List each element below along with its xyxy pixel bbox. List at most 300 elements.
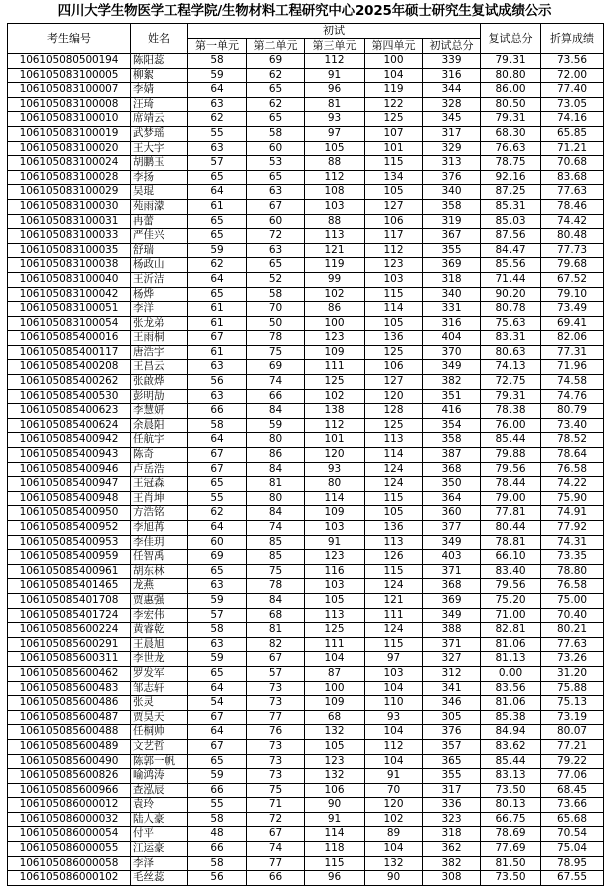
candidate-name: 邹志轩: [131, 681, 188, 696]
candidate-id: 106105083100019: [8, 126, 131, 141]
prelim-total: 349: [423, 360, 481, 375]
candidate-id: 106105083100040: [8, 272, 131, 287]
candidate-name: 武梦瑶: [131, 126, 188, 141]
retest-total: 79.31: [481, 112, 541, 127]
candidate-name: 陈郭一帆: [131, 754, 188, 769]
unit-4-score: 107: [365, 126, 423, 141]
unit-2-score: 63: [247, 243, 305, 258]
final-score: 73.40: [541, 418, 604, 433]
candidate-id: 106105085400208: [8, 360, 131, 375]
retest-total: 83.62: [481, 739, 541, 754]
retest-total: 78.44: [481, 477, 541, 492]
unit-1-score: 65: [188, 287, 247, 302]
prelim-total: 316: [423, 68, 481, 83]
unit-4-score: 126: [365, 550, 423, 565]
candidate-name: 毛丝蕊: [131, 871, 188, 886]
unit-4-score: 124: [365, 477, 423, 492]
unit-3-score: 111: [305, 637, 365, 652]
final-score: 74.91: [541, 506, 604, 521]
prelim-total: 370: [423, 345, 481, 360]
retest-total: 77.69: [481, 842, 541, 857]
table-row: [8, 448, 604, 463]
candidate-id: 106105086000055: [8, 842, 131, 857]
final-score: 80.79: [541, 404, 604, 419]
unit-2-score: 75: [247, 564, 305, 579]
final-score: 73.05: [541, 97, 604, 112]
unit-2-score: 78: [247, 331, 305, 346]
candidate-name: 卢岳浩: [131, 462, 188, 477]
candidate-name: 黄睿乾: [131, 623, 188, 638]
table-row: [8, 535, 604, 550]
unit-4-score: 124: [365, 623, 423, 638]
final-score: 78.80: [541, 564, 604, 579]
final-score: 78.64: [541, 448, 604, 463]
unit-4-score: 125: [365, 112, 423, 127]
unit-2-score: 63: [247, 185, 305, 200]
retest-total: 80.44: [481, 521, 541, 536]
candidate-id: 106105085400117: [8, 345, 131, 360]
unit-1-score: 65: [188, 214, 247, 229]
unit-4-score: 115: [365, 287, 423, 302]
unit-4-score: 115: [365, 491, 423, 506]
candidate-name: 汪琦: [131, 97, 188, 112]
unit-4-score: 105: [365, 316, 423, 331]
candidate-name: 李婧: [131, 83, 188, 98]
unit-2-score: 73: [247, 769, 305, 784]
unit-4-score: 89: [365, 827, 423, 842]
unit-3-score: 112: [305, 170, 365, 185]
prelim-total: 329: [423, 141, 481, 156]
unit-4-score: 127: [365, 199, 423, 214]
table-row: [8, 477, 604, 492]
candidate-name: 李扬: [131, 170, 188, 185]
table-row: [8, 681, 604, 696]
unit-2-score: 76: [247, 725, 305, 740]
unit-1-score: 58: [188, 623, 247, 638]
unit-2-score: 62: [247, 97, 305, 112]
prelim-total: 344: [423, 83, 481, 98]
unit-4-score: 111: [365, 608, 423, 623]
unit-4-score: 121: [365, 593, 423, 608]
unit-1-score: 61: [188, 345, 247, 360]
unit-2-score: 58: [247, 287, 305, 302]
unit-3-score: 109: [305, 345, 365, 360]
candidate-name: 李泽: [131, 856, 188, 871]
final-score: 73.49: [541, 302, 604, 317]
prelim-total: 305: [423, 710, 481, 725]
unit-1-score: 62: [188, 258, 247, 273]
unit-2-score: 53: [247, 156, 305, 171]
unit-4-score: 128: [365, 404, 423, 419]
candidate-id: 106105086000032: [8, 812, 131, 827]
unit-2-score: 84: [247, 404, 305, 419]
final-score: 73.19: [541, 710, 604, 725]
unit-2-score: 72: [247, 812, 305, 827]
candidate-id: 106105085400943: [8, 448, 131, 463]
table-row: [8, 812, 604, 827]
unit-3-score: 104: [305, 652, 365, 667]
unit-2-score: 86: [247, 448, 305, 463]
unit-4-score: 93: [365, 710, 423, 725]
candidate-name: 江运豪: [131, 842, 188, 857]
prelim-total: 358: [423, 199, 481, 214]
unit-3-score: 123: [305, 550, 365, 565]
prelim-total: 349: [423, 608, 481, 623]
unit-3-score: 112: [305, 54, 365, 69]
candidate-id: 106105083100029: [8, 185, 131, 200]
retest-total: 78.81: [481, 535, 541, 550]
retest-total: 85.38: [481, 710, 541, 725]
candidate-id: 106105083100033: [8, 229, 131, 244]
final-score: 73.56: [541, 54, 604, 69]
prelim-total: 403: [423, 550, 481, 565]
unit-3-score: 103: [305, 579, 365, 594]
unit-2-score: 74: [247, 375, 305, 390]
unit-3-score: 105: [305, 141, 365, 156]
candidate-id: 106105085600966: [8, 783, 131, 798]
retest-total: 92.16: [481, 170, 541, 185]
unit-4-score: 97: [365, 652, 423, 667]
unit-3-score: 121: [305, 243, 365, 258]
unit-3-score: 81: [305, 97, 365, 112]
unit-3-score: 123: [305, 331, 365, 346]
table-row: [8, 331, 604, 346]
unit-1-score: 60: [188, 535, 247, 550]
candidate-name: 龙燕: [131, 579, 188, 594]
candidate-id: 106105085400946: [8, 462, 131, 477]
prelim-total: 376: [423, 170, 481, 185]
unit-4-score: 100: [365, 54, 423, 69]
final-score: 67.52: [541, 272, 604, 287]
unit-3-score: 109: [305, 696, 365, 711]
unit-3-score: 90: [305, 798, 365, 813]
final-score: 79.68: [541, 258, 604, 273]
unit-4-score: 136: [365, 331, 423, 346]
unit-3-score: 101: [305, 433, 365, 448]
final-score: 77.31: [541, 345, 604, 360]
prelim-total: 341: [423, 681, 481, 696]
retest-total: 71.44: [481, 272, 541, 287]
unit-4-score: 112: [365, 739, 423, 754]
retest-total: 78.38: [481, 404, 541, 419]
unit-3-score: 113: [305, 608, 365, 623]
retest-total: 79.88: [481, 448, 541, 463]
unit-3-score: 114: [305, 827, 365, 842]
candidate-id: 106105083100054: [8, 316, 131, 331]
unit-1-score: 65: [188, 754, 247, 769]
retest-total: 81.06: [481, 637, 541, 652]
prelim-total: 387: [423, 448, 481, 463]
candidate-id: 106105085400262: [8, 375, 131, 390]
unit-3-score: 80: [305, 477, 365, 492]
retest-total: 87.56: [481, 229, 541, 244]
unit-4-score: 105: [365, 506, 423, 521]
unit-1-score: 63: [188, 637, 247, 652]
unit-3-score: 93: [305, 112, 365, 127]
table-row: [8, 345, 604, 360]
unit-2-score: 77: [247, 710, 305, 725]
candidate-name: 苑雨濛: [131, 199, 188, 214]
candidate-name: 李旭苒: [131, 521, 188, 536]
retest-total: 85.44: [481, 754, 541, 769]
candidate-name: 张啟烨: [131, 375, 188, 390]
retest-total: 80.13: [481, 798, 541, 813]
unit-2-score: 85: [247, 550, 305, 565]
table-row: [8, 652, 604, 667]
header-unit-3: 第三单元: [305, 39, 365, 54]
final-score: 77.73: [541, 243, 604, 258]
final-score: 74.16: [541, 112, 604, 127]
prelim-total: 313: [423, 156, 481, 171]
final-score: 71.96: [541, 360, 604, 375]
unit-3-score: 68: [305, 710, 365, 725]
candidate-id: 106105085400961: [8, 564, 131, 579]
unit-1-score: 57: [188, 608, 247, 623]
final-score: 65.85: [541, 126, 604, 141]
score-table: [7, 23, 604, 886]
candidate-name: 王沂洁: [131, 272, 188, 287]
unit-4-score: 124: [365, 579, 423, 594]
table-row: [8, 156, 604, 171]
table-row: [8, 375, 604, 390]
candidate-name: 王冠森: [131, 477, 188, 492]
unit-3-score: 88: [305, 156, 365, 171]
unit-1-score: 67: [188, 448, 247, 463]
prelim-total: 388: [423, 623, 481, 638]
unit-3-score: 88: [305, 214, 365, 229]
unit-4-score: 120: [365, 798, 423, 813]
unit-1-score: 66: [188, 842, 247, 857]
candidate-id: 106105085600486: [8, 696, 131, 711]
unit-4-score: 114: [365, 448, 423, 463]
final-score: 78.95: [541, 856, 604, 871]
candidate-name: 李世龙: [131, 652, 188, 667]
unit-3-score: 109: [305, 506, 365, 521]
unit-4-score: 123: [365, 258, 423, 273]
table-row: [8, 506, 604, 521]
unit-1-score: 65: [188, 564, 247, 579]
retest-total: 80.63: [481, 345, 541, 360]
unit-4-score: 105: [365, 185, 423, 200]
unit-3-score: 116: [305, 564, 365, 579]
final-score: 67.55: [541, 871, 604, 886]
unit-4-score: 134: [365, 170, 423, 185]
candidate-id: 106105083100031: [8, 214, 131, 229]
unit-2-score: 81: [247, 477, 305, 492]
unit-3-score: 132: [305, 725, 365, 740]
candidate-name: 余晨阳: [131, 418, 188, 433]
prelim-total: 367: [423, 229, 481, 244]
prelim-total: 377: [423, 521, 481, 536]
unit-3-score: 91: [305, 812, 365, 827]
final-score: 76.58: [541, 579, 604, 594]
final-score: 80.48: [541, 229, 604, 244]
unit-2-score: 75: [247, 783, 305, 798]
retest-total: 71.00: [481, 608, 541, 623]
unit-1-score: 67: [188, 739, 247, 754]
unit-3-score: 114: [305, 491, 365, 506]
candidate-id: 106105085400016: [8, 331, 131, 346]
unit-4-score: 104: [365, 842, 423, 857]
prelim-total: 308: [423, 871, 481, 886]
candidate-id: 106105085600462: [8, 666, 131, 681]
retest-total: 79.31: [481, 389, 541, 404]
candidate-id: 106105080500194: [8, 54, 131, 69]
prelim-total: 360: [423, 506, 481, 521]
unit-2-score: 68: [247, 608, 305, 623]
retest-total: 83.31: [481, 331, 541, 346]
unit-3-score: 100: [305, 316, 365, 331]
unit-4-score: 115: [365, 637, 423, 652]
unit-3-score: 102: [305, 287, 365, 302]
retest-total: 78.75: [481, 156, 541, 171]
candidate-name: 王大宇: [131, 141, 188, 156]
table-row: [8, 783, 604, 798]
candidate-name: 喻鸿涛: [131, 769, 188, 784]
unit-3-score: 105: [305, 593, 365, 608]
unit-1-score: 67: [188, 710, 247, 725]
candidate-name: 查泓辰: [131, 783, 188, 798]
unit-1-score: 55: [188, 798, 247, 813]
unit-2-score: 72: [247, 229, 305, 244]
final-score: 65.68: [541, 812, 604, 827]
retest-total: 73.50: [481, 871, 541, 886]
unit-1-score: 63: [188, 360, 247, 375]
unit-4-score: 113: [365, 433, 423, 448]
candidate-id: 106105083100038: [8, 258, 131, 273]
candidate-name: 彭明劼: [131, 389, 188, 404]
final-score: 78.52: [541, 433, 604, 448]
candidate-id: 106105085400948: [8, 491, 131, 506]
candidate-id: 106105085401724: [8, 608, 131, 623]
prelim-total: 318: [423, 827, 481, 842]
candidate-name: 任智禹: [131, 550, 188, 565]
retest-total: 80.78: [481, 302, 541, 317]
unit-3-score: 125: [305, 375, 365, 390]
candidate-id: 106105085600487: [8, 710, 131, 725]
unit-2-score: 65: [247, 112, 305, 127]
candidate-id: 106105083100005: [8, 68, 131, 83]
candidate-name: 贾惠强: [131, 593, 188, 608]
candidate-name: 文艺哲: [131, 739, 188, 754]
unit-4-score: 125: [365, 418, 423, 433]
final-score: 68.45: [541, 783, 604, 798]
unit-1-score: 65: [188, 229, 247, 244]
unit-1-score: 61: [188, 199, 247, 214]
final-score: 77.40: [541, 83, 604, 98]
retest-total: 73.50: [481, 783, 541, 798]
unit-3-score: 112: [305, 418, 365, 433]
candidate-id: 106105085400530: [8, 389, 131, 404]
unit-1-score: 63: [188, 141, 247, 156]
unit-1-score: 62: [188, 506, 247, 521]
unit-4-score: 117: [365, 229, 423, 244]
table-row: [8, 83, 604, 98]
unit-2-score: 74: [247, 521, 305, 536]
unit-3-score: 91: [305, 68, 365, 83]
unit-2-score: 69: [247, 54, 305, 69]
retest-total: 84.94: [481, 725, 541, 740]
prelim-total: 350: [423, 477, 481, 492]
table-row: [8, 462, 604, 477]
final-score: 73.35: [541, 550, 604, 565]
table-row: [8, 725, 604, 740]
unit-4-score: 70: [365, 783, 423, 798]
unit-2-score: 65: [247, 170, 305, 185]
table-row: [8, 199, 604, 214]
table-row: [8, 550, 604, 565]
unit-4-score: 104: [365, 754, 423, 769]
table-row: [8, 272, 604, 287]
prelim-total: 345: [423, 112, 481, 127]
prelim-total: 364: [423, 491, 481, 506]
candidate-id: 106105085400952: [8, 521, 131, 536]
table-row: [8, 842, 604, 857]
candidate-name: 杨烨: [131, 287, 188, 302]
unit-1-score: 64: [188, 521, 247, 536]
final-score: 70.40: [541, 608, 604, 623]
retest-total: 90.20: [481, 287, 541, 302]
unit-3-score: 91: [305, 535, 365, 550]
candidate-id: 106105083100020: [8, 141, 131, 156]
final-score: 83.68: [541, 170, 604, 185]
table-row: [8, 521, 604, 536]
candidate-name: 贾昊天: [131, 710, 188, 725]
candidate-id: 106105086000012: [8, 798, 131, 813]
prelim-total: 327: [423, 652, 481, 667]
table-row: [8, 564, 604, 579]
candidate-name: 李宏伟: [131, 608, 188, 623]
unit-2-score: 84: [247, 506, 305, 521]
unit-2-score: 60: [247, 214, 305, 229]
unit-4-score: 120: [365, 389, 423, 404]
unit-3-score: 123: [305, 754, 365, 769]
header-prelim-total: 初试总分: [423, 39, 481, 54]
unit-3-score: 105: [305, 739, 365, 754]
unit-3-score: 125: [305, 623, 365, 638]
unit-4-score: 132: [365, 856, 423, 871]
unit-1-score: 59: [188, 243, 247, 258]
unit-1-score: 67: [188, 331, 247, 346]
unit-3-score: 113: [305, 229, 365, 244]
retest-total: 85.03: [481, 214, 541, 229]
candidate-name: 吴琨: [131, 185, 188, 200]
prelim-total: 317: [423, 783, 481, 798]
candidate-id: 106105083100007: [8, 83, 131, 98]
unit-1-score: 63: [188, 389, 247, 404]
candidate-name: 胡东林: [131, 564, 188, 579]
table-row: [8, 214, 604, 229]
candidate-name: 李慧妍: [131, 404, 188, 419]
candidate-name: 王肖坤: [131, 491, 188, 506]
candidate-id: 106105085600490: [8, 754, 131, 769]
candidate-id: 106105085401465: [8, 579, 131, 594]
prelim-total: 382: [423, 375, 481, 390]
table-row: [8, 710, 604, 725]
retest-total: 81.06: [481, 696, 541, 711]
unit-3-score: 118: [305, 842, 365, 857]
final-score: 75.88: [541, 681, 604, 696]
header-unit-2: 第二单元: [247, 39, 305, 54]
table-row: [8, 608, 604, 623]
unit-1-score: 65: [188, 477, 247, 492]
retest-total: 0.00: [481, 666, 541, 681]
prelim-total: 362: [423, 842, 481, 857]
final-score: 80.21: [541, 623, 604, 638]
retest-total: 68.30: [481, 126, 541, 141]
final-score: 69.41: [541, 316, 604, 331]
unit-2-score: 78: [247, 579, 305, 594]
